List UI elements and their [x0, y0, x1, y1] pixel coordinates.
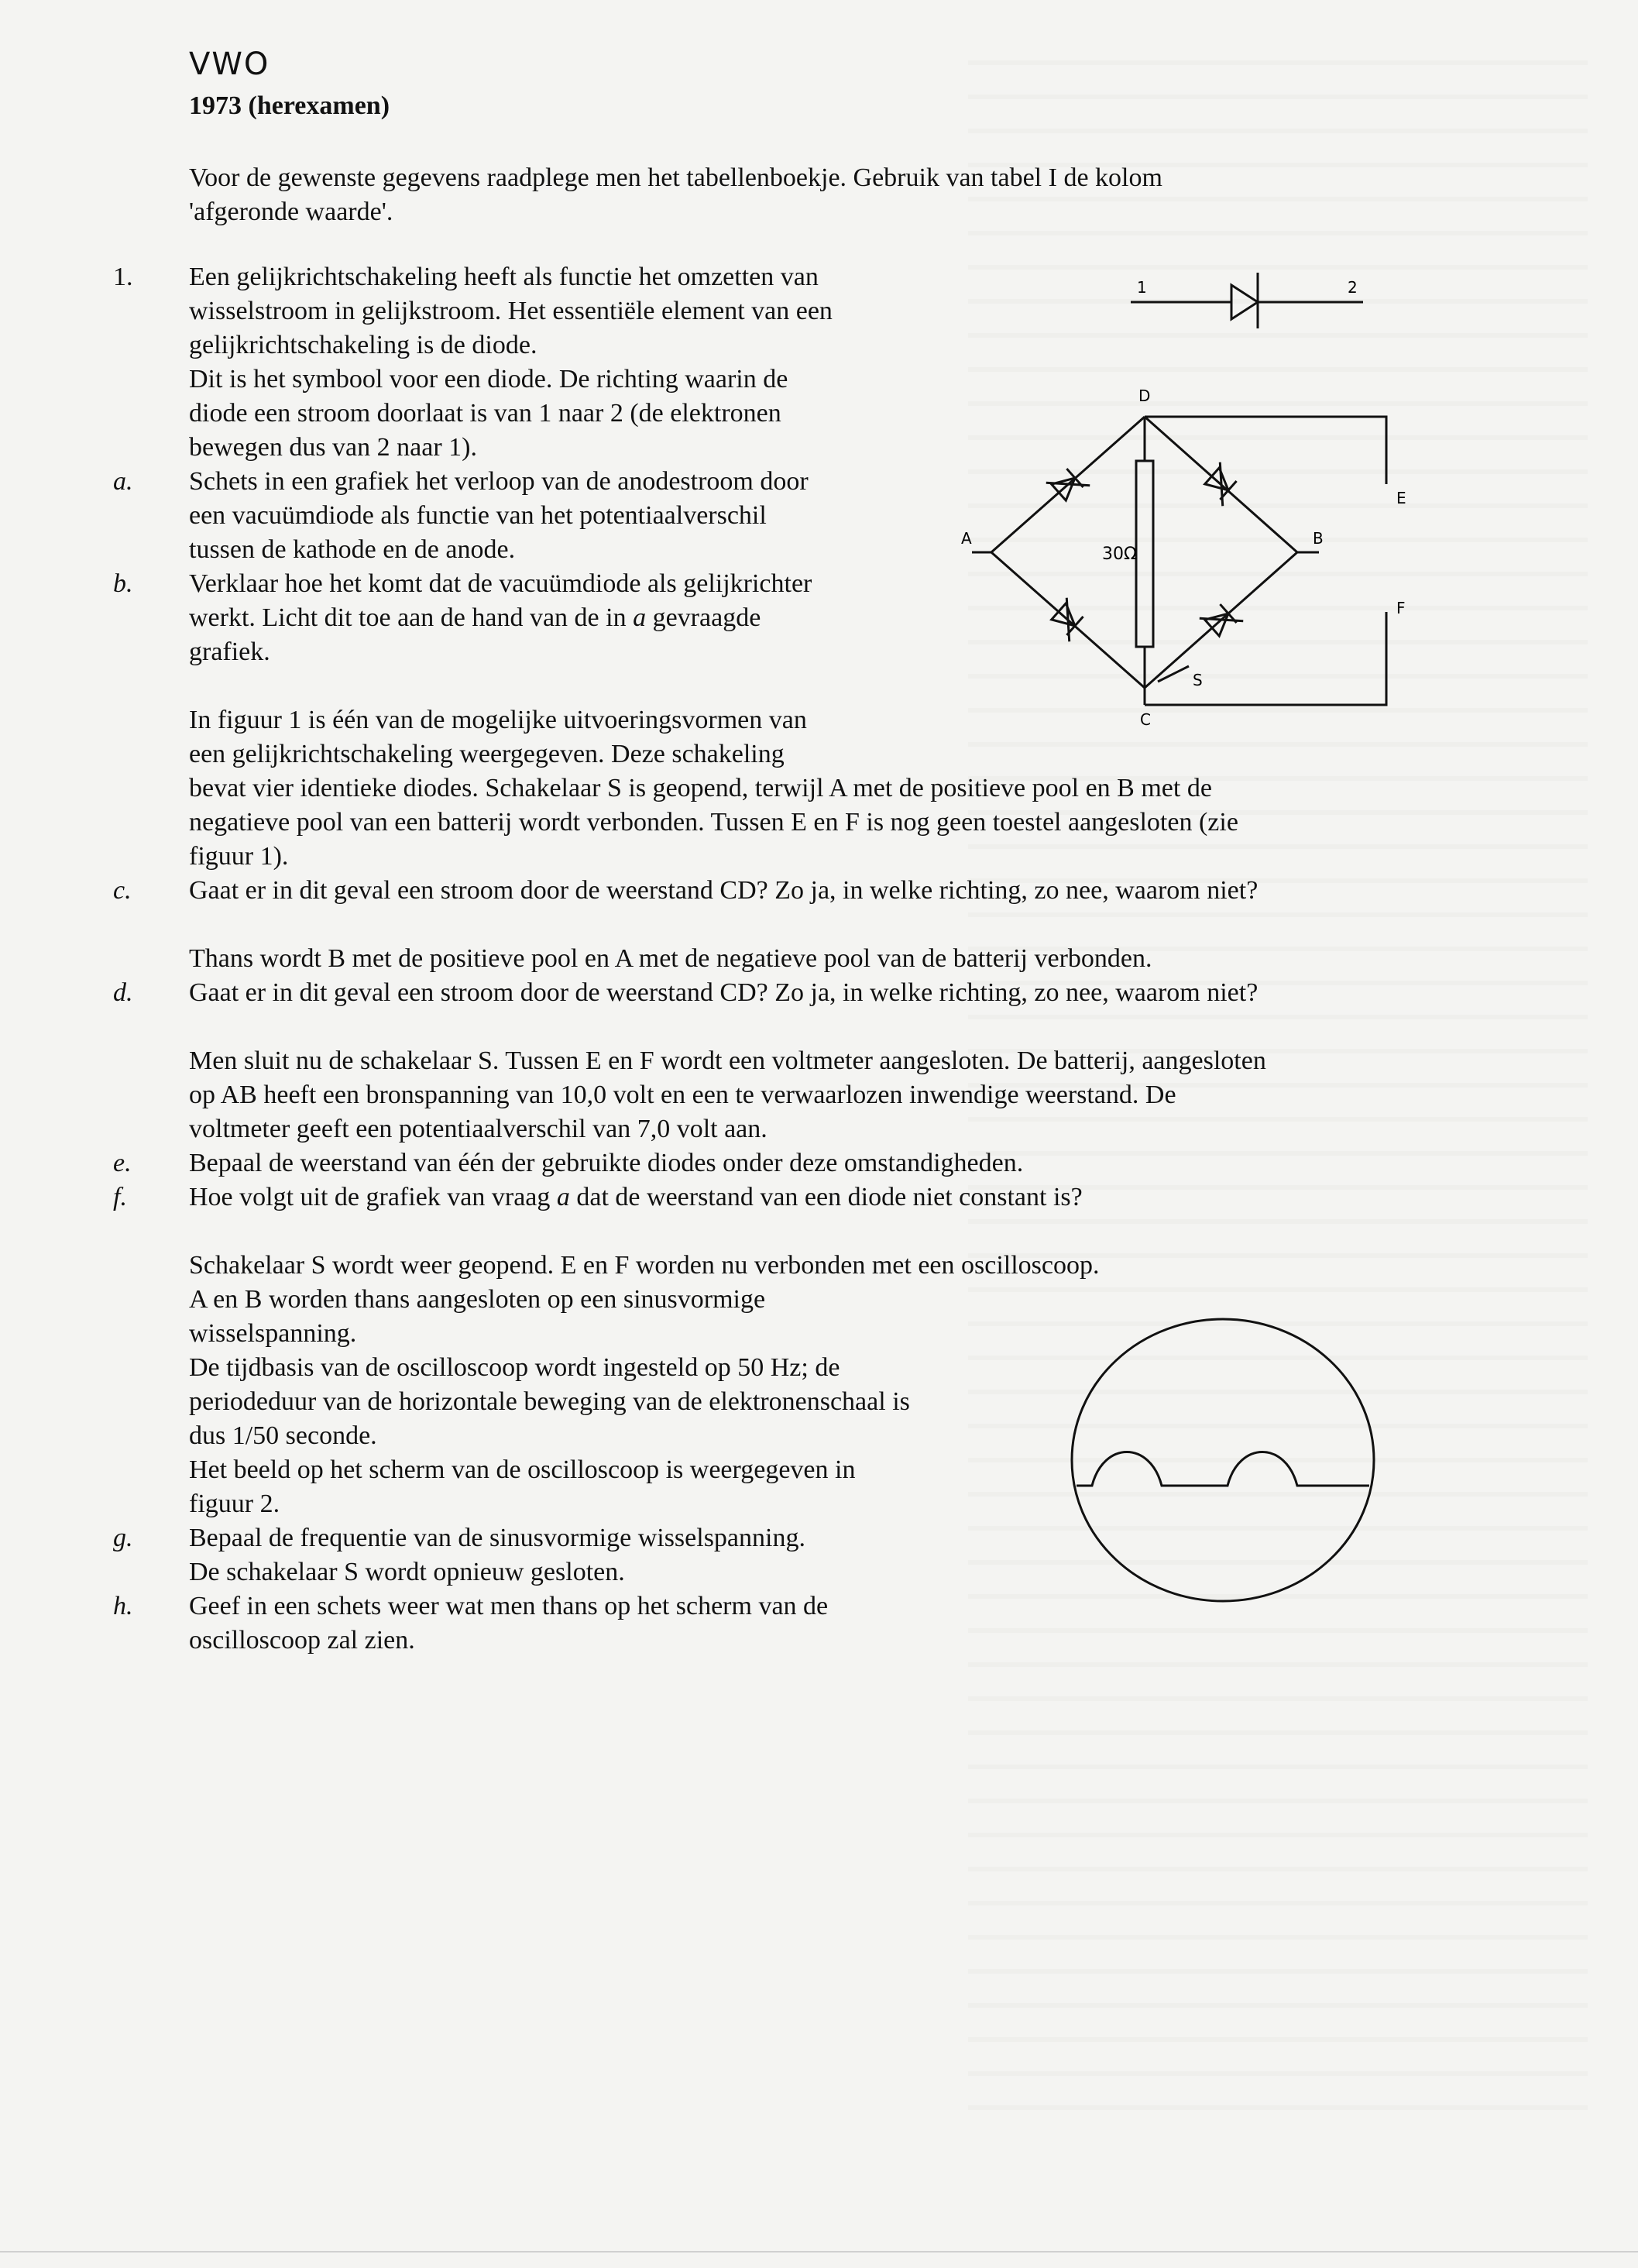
figure1-description: In figuur 1 is één van de mogelijke uitvoeringsvormen van een gelijkrichtschakeling weergegeven. Deze schakeling bevat vier identieke diodes. Schakelaar S is geopend, terwijl A met de positieve pool en B met de negatieve pool van een batterij wordt verbonden. Tussen E en F is nog geen toestel aangesloten (zie figuur 1).	[189, 706, 1238, 871]
resistor-label: 30Ω	[1102, 545, 1137, 564]
waveform-trace	[1077, 1452, 1369, 1486]
figure1-bridge-circuit	[949, 380, 1413, 736]
diode-label-2: 2	[1348, 278, 1358, 297]
label-B: B	[1313, 529, 1324, 548]
sub-question-b: Verklaar hoe het komt dat de vacuümdiode als gelijkrichter werkt. Licht dit toe aan de hand van de in a gevraagde grafiek.	[189, 569, 812, 666]
label-S: S	[1193, 671, 1203, 689]
figure2-oscilloscope-screen	[1061, 1317, 1394, 1611]
question1-text: Een gelijkrichtschakeling heeft als functie het omzetten van wisselstroom in gelijkstroom. Het essentiële element van een gelijkrichtschakeling is de diode. Dit is het symbool voor een diode. De richting waarin de diode een stroom doorlaat is van 1 naar 2 (de elektronen bewegen dus van 2 naar 1).	[189, 263, 833, 462]
sub-question-d: Gaat er in dit geval een stroom door de weerstand CD? Zo ja, in welke richting, zo nee, waarom niet?	[189, 978, 1259, 1007]
oscilloscope-paragraph: Schakelaar S wordt weer geopend. E en F worden nu verbonden met een oscilloscoop. A en B worden thans aangesloten op een sinusvormige wisselspanning. De tijdbasis van de oscilloscoop wordt ingesteld op 50 Hz; de periodeduur van de horizontale beweging van de elektronenschaal is dus 1/50 seconde. Het beeld op het scherm van de oscilloscoop is weergegeven in figuur 2.	[189, 1251, 1100, 1518]
sub-question-g: Bepaal de frequentie van de sinusvormige wisselspanning. De schakelaar S wordt opnieuw gesloten.	[189, 1524, 805, 1586]
question-number: 1.	[113, 263, 133, 291]
sub-letter-c: c.	[113, 876, 132, 905]
sub-letter-a: a.	[113, 467, 133, 496]
voltmeter-paragraph: Men sluit nu de schakelaar S. Tussen E en F wordt een voltmeter aangesloten. De batterij, aangesloten op AB heeft een bronspanning van 10,0 volt en een te verwaarlozen inwendige weerstand. De voltmeter geeft een potentiaalverschil van 7,0 volt aan.	[189, 1046, 1266, 1143]
page-divider	[0, 2251, 1638, 2253]
label-D: D	[1138, 387, 1151, 405]
sub-question-a: Schets in een grafiek het verloop van de anodestroom door een vacuümdiode als functie van het potentiaalverschil tussen de kathode en de anode.	[189, 467, 809, 564]
label-E: E	[1396, 489, 1406, 507]
label-F: F	[1396, 599, 1406, 617]
sub-question-e: Bepaal de weerstand van één der gebruikte diodes onder deze omstandigheden.	[189, 1149, 1024, 1177]
oscilloscope-screen-outline	[1072, 1319, 1374, 1601]
sub-letter-e: e.	[113, 1149, 132, 1177]
reverse-connection-text: Thans wordt B met de positieve pool en A met de negatieve pool van de batterij verbonden.	[189, 944, 1152, 973]
sub-question-h: Geef in een schets weer wat men thans op het scherm van de oscilloscoop zal zien.	[189, 1592, 829, 1655]
diode-symbol	[1115, 262, 1379, 332]
label-A: A	[961, 529, 972, 548]
page-title: 1973 (herexamen)	[189, 91, 390, 120]
sub-letter-f: f.	[113, 1183, 127, 1211]
sub-letter-b: b.	[113, 569, 133, 598]
label-C: C	[1140, 710, 1151, 729]
sub-question-f: Hoe volgt uit de grafiek van vraag a dat de weerstand van een diode niet constant is?	[189, 1183, 1083, 1211]
intro-paragraph: Voor de gewenste gegevens raadplege men het tabellenboekje. Gebruik van tabel I de kolom 'afgeronde waarde'.	[189, 163, 1162, 226]
sub-question-c: Gaat er in dit geval een stroom door de weerstand CD? Zo ja, in welke richting, zo nee, waarom niet?	[189, 876, 1259, 905]
sub-letter-d: d.	[113, 978, 133, 1007]
sub-letter-h: h.	[113, 1592, 133, 1620]
level-label: VWO	[189, 46, 270, 82]
diode-label-1: 1	[1137, 278, 1147, 297]
sub-letter-g: g.	[113, 1524, 133, 1552]
